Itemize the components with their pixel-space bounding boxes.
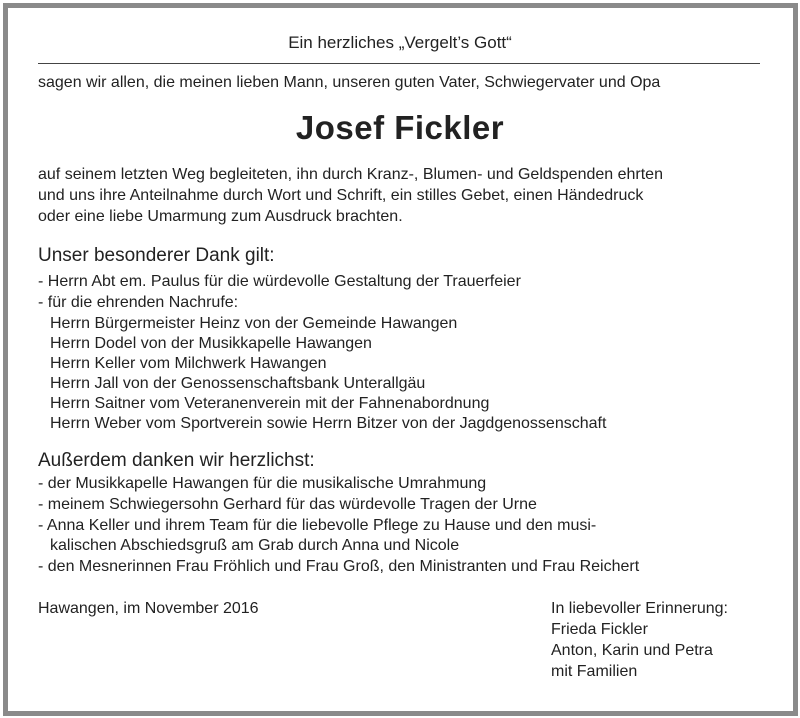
thanks-subitem-6: Herrn Weber vom Sportverein sowie Herrn Bitzer von der Jagdgenossenschaft xyxy=(50,415,607,432)
also-item-3: - Anna Keller und ihrem Team für die liebevolle Pflege zu Hause und den musi- xyxy=(38,517,597,534)
thanks-subitem-5: Herrn Saitner vom Veteranenverein mit der Fahnenabordnung xyxy=(50,395,490,412)
intro-line: sagen wir allen, die meinen lieben Mann, unseren guten Vater, Schwiegervater und Opa xyxy=(38,74,661,91)
signature-line-2: Frieda Fickler xyxy=(551,621,648,638)
thanks-subitem-4: Herrn Jall von der Genossenschaftsbank Unterallgäu xyxy=(50,375,426,392)
also-item-3-continued: kalischen Abschiedsgruß am Grab durch Anna und Nicole xyxy=(50,537,460,554)
thanks-item-1: - Herrn Abt em. Paulus für die würdevolle Gestaltung der Trauerfeier xyxy=(38,273,521,290)
body-line-3: oder eine liebe Umarmung zum Ausdruck brachten. xyxy=(38,208,403,225)
also-item-4: - den Mesnerinnen Frau Fröhlich und Frau Groß, den Ministranten und Frau Reichert xyxy=(38,558,640,575)
signature-line-1: In liebevoller Erinnerung: xyxy=(551,600,728,617)
body-line-1: auf seinem letzten Weg begleiteten, ihn durch Kranz-, Blumen- und Geldspenden ehrten xyxy=(38,166,663,183)
thanks-subitem-1: Herrn Bürgermeister Heinz von der Gemeinde Hawangen xyxy=(50,315,458,332)
title-divider xyxy=(38,63,760,64)
notice-title: Ein herzliches „Vergelt’s Gott“ xyxy=(288,33,512,52)
place-date: Hawangen, im November 2016 xyxy=(38,600,259,617)
thanks-subitem-2: Herrn Dodel von der Musikkapelle Hawangen xyxy=(50,335,372,352)
body-line-2: und uns ihre Anteilnahme durch Wort und Schrift, ein stilles Gebet, einen Händedruck xyxy=(38,187,644,204)
deceased-name: Josef Fickler xyxy=(295,109,505,146)
signature-line-3: Anton, Karin und Petra xyxy=(551,642,713,659)
also-item-2: - meinem Schwiegersohn Gerhard für das würdevolle Tragen der Urne xyxy=(38,496,537,513)
signature-line-4: mit Familien xyxy=(551,663,638,680)
thanks-subitem-3: Herrn Keller vom Milchwerk Hawangen xyxy=(50,355,327,372)
also-item-1: - der Musikkapelle Hawangen für die musikalische Umrahmung xyxy=(38,475,487,492)
thanks-heading: Unser besonderer Dank gilt: xyxy=(38,245,275,266)
thanks-item-2: - für die ehrenden Nachrufe: xyxy=(38,294,239,311)
also-heading: Außerdem danken wir herzlichst: xyxy=(38,450,315,471)
